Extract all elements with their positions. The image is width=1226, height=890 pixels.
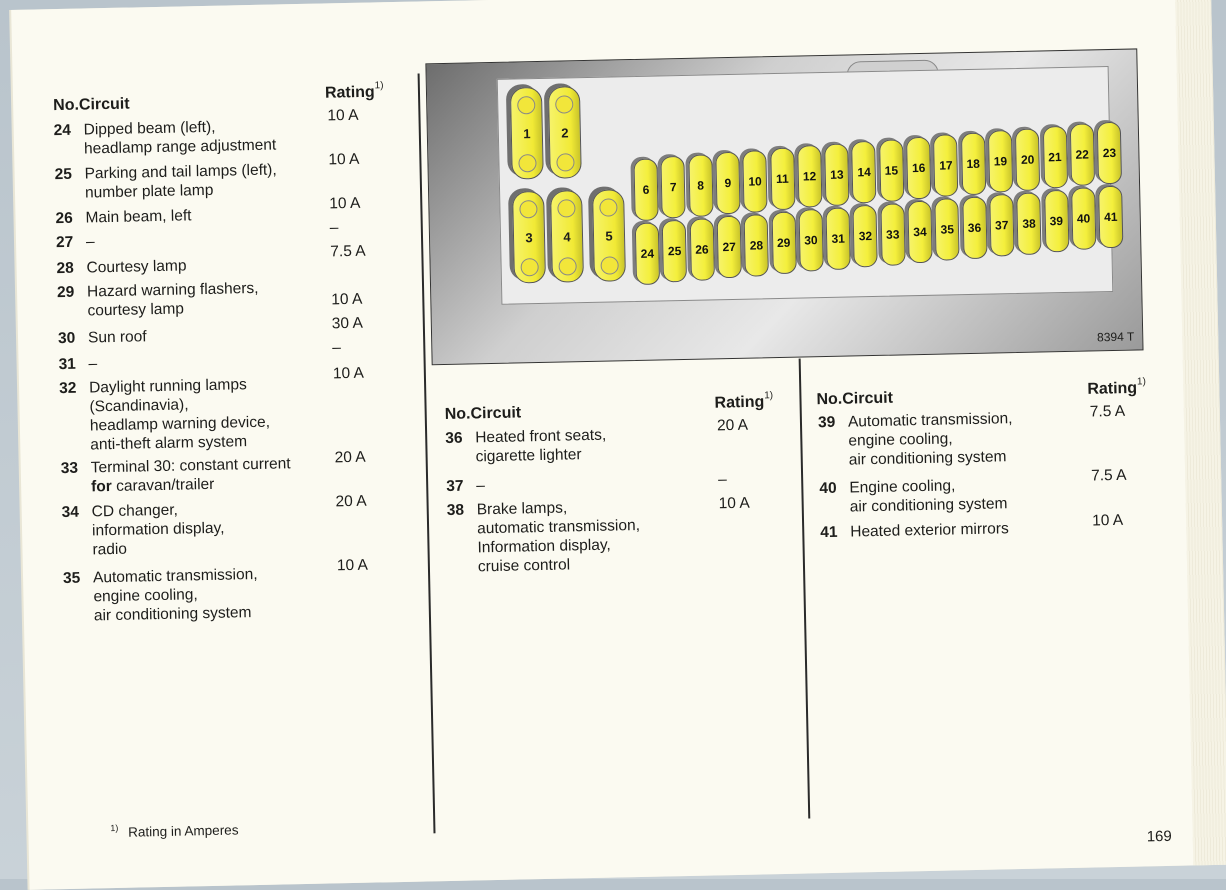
circuit-text: Engine cooling, air conditioning system	[849, 477, 1008, 516]
terminal-dot	[519, 200, 537, 218]
footnote-marker: 1)	[1136, 376, 1147, 388]
fuse-15	[879, 139, 904, 201]
fuse-24	[635, 222, 660, 284]
fuse-number: 26	[55, 209, 73, 228]
fuse-label: 38	[1022, 216, 1036, 231]
column-2-header-circuit: No.Circuit	[444, 404, 522, 424]
circuit-text: Automatic transmission, engine cooling, air conditioning system	[847, 410, 1013, 469]
fuse-13	[824, 143, 849, 205]
rating-label: Rating	[714, 393, 765, 412]
fuse-label: 21	[1048, 150, 1062, 165]
fuse-label: 5	[605, 227, 613, 244]
fuse-row-34	[61, 500, 225, 560]
fuse-rating: 7.5 A	[330, 242, 366, 261]
fuse-label: 25	[667, 244, 682, 259]
fuse-row-35	[63, 565, 259, 626]
fuse-row-31	[58, 354, 97, 374]
column-1-header-rating	[325, 82, 384, 103]
fuse-35	[935, 199, 960, 261]
footnote-marker: 1)	[374, 80, 384, 92]
circuit-description	[87, 279, 259, 321]
fuse-label: 39	[1049, 214, 1064, 229]
fuse-rating: 10 A	[331, 290, 363, 309]
fuse-label: 35	[940, 222, 955, 237]
fuse-label: 17	[939, 158, 953, 173]
maxi-fuse-2	[548, 86, 582, 179]
fuse-rating: 10 A	[329, 194, 361, 213]
fuse-rating: 7.5 A	[1090, 466, 1127, 485]
fuse-row-28	[56, 256, 186, 278]
fuse-label: 3	[525, 229, 533, 245]
fuse-rating: 10 A	[332, 364, 365, 383]
fuse-38	[1016, 192, 1041, 254]
fuse-16	[906, 137, 931, 199]
fuse-label: 9	[724, 176, 732, 191]
fuse-label: 16	[911, 160, 926, 176]
fuse-row-25	[54, 160, 277, 203]
fuse-label: 11	[775, 171, 789, 187]
page-edge	[1175, 0, 1226, 865]
fuse-rating: 20 A	[716, 416, 749, 435]
fuse-40	[1071, 188, 1096, 250]
fuse-number: 32	[58, 379, 77, 398]
maxi-fuse-1	[510, 87, 544, 180]
circuit-text: Heated front seats, cigarette lighter	[475, 426, 607, 466]
circuit-description	[848, 409, 1014, 469]
fuse-rating: 10 A	[1091, 511, 1124, 530]
fuse-label: 4	[563, 228, 571, 244]
column-divider-2	[799, 359, 810, 819]
fuse-number: 29	[56, 283, 75, 302]
circuit-description	[84, 160, 277, 202]
fuse-33	[880, 203, 905, 265]
fuse-17	[933, 135, 958, 197]
fuse-label: 36	[967, 220, 982, 235]
fuse-rating: 10 A	[328, 150, 360, 169]
fuse-number: 25	[54, 165, 73, 184]
fuse-label: 20	[1020, 152, 1035, 167]
circuit-text: caravan/trailer	[111, 475, 215, 496]
circuit-text: Brake lamps, automatic transmission, Information display, cruise control	[476, 499, 641, 576]
circuit-description	[475, 426, 607, 467]
fuse-label: 32	[858, 229, 873, 244]
fuse-number: 39	[817, 413, 836, 432]
circuit-description	[85, 206, 191, 227]
circuit-description	[88, 327, 147, 347]
fuse-rating: –	[717, 471, 727, 489]
manual-page	[11, 0, 1226, 890]
terminal-dot	[556, 153, 574, 171]
fuse-label: 14	[857, 165, 871, 180]
fuse-number: 28	[56, 259, 75, 278]
fuse-label: 7	[669, 180, 677, 195]
maxi-fuse-3	[512, 191, 546, 284]
fuse-37	[989, 194, 1014, 256]
column-3-header-rating	[1087, 378, 1146, 399]
fuse-28	[744, 214, 769, 276]
fuse-label: 22	[1075, 147, 1090, 163]
maxi-fuse-5	[592, 189, 626, 282]
fuse-row-32	[59, 375, 271, 455]
fuse-25	[662, 220, 687, 282]
footnote-text: Rating in Amperes	[128, 821, 239, 840]
terminal-dot	[599, 198, 617, 216]
fuse-rating: 10 A	[327, 106, 359, 125]
fuse-39	[1044, 190, 1069, 252]
fuse-rating: 20 A	[334, 448, 366, 467]
circuit-text: –	[476, 477, 486, 495]
fuse-label: 12	[802, 169, 817, 184]
column-3-header-circuit: No.Circuit	[816, 389, 894, 409]
fuse-rating: –	[329, 219, 339, 237]
circuit-text: –	[88, 355, 98, 373]
fuse-label: 40	[1076, 211, 1091, 227]
footnote	[110, 820, 238, 839]
fuse-row-41	[820, 519, 1009, 542]
circuit-text-bold: for	[90, 478, 113, 496]
fuse-row-38	[447, 497, 641, 577]
fuse-27	[717, 216, 742, 278]
fuse-label: 8	[697, 178, 705, 193]
circuit-description	[88, 354, 97, 373]
fuse-label: 29	[776, 235, 791, 251]
fuse-label: 24	[640, 246, 655, 261]
fuse-32	[853, 205, 878, 267]
footnote-marker: 1)	[110, 822, 119, 834]
rating-label: Rating	[1087, 379, 1138, 398]
fuse-row-30	[58, 327, 147, 348]
circuit-text: Terminal 30: constant current	[90, 455, 291, 477]
circuit-description	[477, 497, 641, 576]
fuse-number: 33	[60, 459, 79, 478]
fuse-9	[715, 152, 740, 214]
terminal-dot	[558, 257, 576, 275]
terminal-dot	[518, 154, 536, 172]
fuse-label: 1	[523, 125, 531, 141]
fuse-11	[770, 148, 795, 210]
fuse-label: 2	[561, 124, 569, 141]
fuse-number: 27	[55, 233, 74, 252]
fuse-rating: 7.5 A	[1089, 402, 1126, 421]
terminal-dot	[600, 256, 618, 274]
figure-reference: 8394 T	[1096, 329, 1135, 345]
fuse-row-29	[57, 279, 259, 321]
circuit-description	[91, 500, 225, 560]
circuit-text: Hazard warning flashers, courtesy lamp	[86, 279, 259, 320]
column-2-header-rating	[714, 392, 773, 413]
fuse-box-diagram	[425, 48, 1143, 365]
fuse-label: 15	[884, 163, 899, 178]
fuse-number: 37	[446, 477, 464, 495]
fuse-label: 33	[885, 227, 900, 242]
circuit-description	[86, 232, 95, 251]
terminal-dot	[517, 96, 535, 114]
fuse-row-39	[818, 409, 1014, 470]
fuse-number: 38	[446, 501, 465, 519]
circuit-description	[850, 519, 1009, 541]
circuit-text: Heated exterior mirrors	[850, 520, 1009, 541]
fuse-label: 27	[722, 240, 736, 255]
fuse-rating: 30 A	[331, 314, 364, 333]
fuse-number: 41	[820, 523, 838, 542]
circuit-text: Dipped beam (left), headlamp range adjustment	[83, 118, 277, 158]
circuit-text: Parking and tail lamps (left), number plate lamp	[84, 161, 277, 202]
page-number: 169	[1146, 827, 1172, 846]
fuse-label: 37	[994, 218, 1009, 233]
fuse-label: 18	[966, 156, 981, 171]
fuse-label: 13	[830, 167, 844, 182]
fuse-14	[851, 141, 876, 203]
circuit-text: –	[85, 233, 95, 251]
rating-label: Rating	[324, 83, 375, 102]
fuse-22	[1070, 124, 1095, 186]
fuse-label: 19	[993, 154, 1008, 169]
circuit-text: Main beam, left	[85, 207, 192, 227]
circuit-description	[86, 256, 186, 277]
fuse-row-26	[55, 206, 191, 228]
fuse-label: 34	[913, 224, 927, 240]
fuse-row-37	[446, 476, 485, 496]
fuse-23	[1097, 122, 1122, 184]
circuit-text: Sun roof	[87, 328, 147, 347]
fuse-31	[826, 207, 851, 269]
terminal-dot	[520, 258, 538, 276]
fuse-41	[1098, 186, 1123, 248]
circuit-description	[83, 116, 276, 158]
fuse-row-36	[445, 426, 607, 467]
terminal-dot	[557, 199, 575, 217]
circuit-description	[476, 476, 485, 495]
footnote-marker: 1)	[764, 390, 774, 402]
circuit-text: Courtesy lamp	[86, 257, 187, 277]
fuse-rating: 10 A	[336, 556, 369, 575]
terminal-dot	[555, 95, 573, 113]
fuse-number: 40	[819, 479, 837, 498]
fuse-number: 30	[57, 329, 76, 348]
fuse-label: 28	[749, 237, 764, 253]
circuit-text: Daylight running lamps (Scandinavia), headlamp warning device, anti-theft alarm system	[88, 376, 271, 454]
column-1-header-circuit: No.Circuit	[52, 95, 130, 115]
circuit-description	[89, 375, 271, 455]
fuse-7	[661, 156, 686, 218]
fuse-label: 10	[748, 173, 762, 189]
fuse-29	[771, 212, 796, 274]
fuse-10	[742, 150, 767, 212]
fuse-row-27	[56, 232, 95, 252]
fuse-34	[907, 201, 932, 263]
fuse-rating: 20 A	[335, 492, 367, 511]
circuit-text: Automatic transmission, engine cooling, air conditioning system	[92, 565, 258, 625]
fuse-row-40	[819, 475, 1007, 517]
fuse-label: 31	[831, 231, 846, 246]
fuse-rating: 10 A	[718, 494, 750, 513]
fuse-row-33	[61, 454, 292, 497]
fuse-number: 31	[58, 355, 77, 374]
fuse-label: 26	[695, 242, 709, 257]
fuse-6	[633, 159, 658, 221]
fuse-number: 35	[62, 569, 81, 588]
fuse-30	[798, 209, 823, 271]
fuse-8	[688, 154, 713, 216]
circuit-text: CD changer, information display, radio	[91, 501, 225, 559]
fuse-label: 30	[804, 233, 818, 248]
fuse-row-24	[53, 116, 276, 159]
fuse-18	[961, 132, 986, 194]
fuse-12	[797, 145, 822, 207]
fuse-number: 36	[445, 429, 463, 448]
fuse-20	[1015, 128, 1040, 190]
fuse-21	[1042, 126, 1067, 188]
fuse-rating: –	[332, 339, 342, 357]
circuit-description	[849, 475, 1007, 516]
maxi-fuse-4	[550, 190, 584, 283]
fuse-19	[988, 130, 1013, 192]
fuse-36	[962, 196, 987, 258]
fuse-label: 41	[1103, 209, 1118, 224]
fuse-26	[689, 218, 714, 280]
circuit-description	[91, 454, 292, 496]
fuse-number: 24	[53, 121, 72, 140]
fuse-label: 6	[642, 182, 650, 197]
fuse-number: 34	[61, 503, 80, 522]
fuse-label: 23	[1102, 145, 1117, 160]
fuse-box-housing	[497, 66, 1118, 305]
circuit-description	[93, 565, 259, 625]
